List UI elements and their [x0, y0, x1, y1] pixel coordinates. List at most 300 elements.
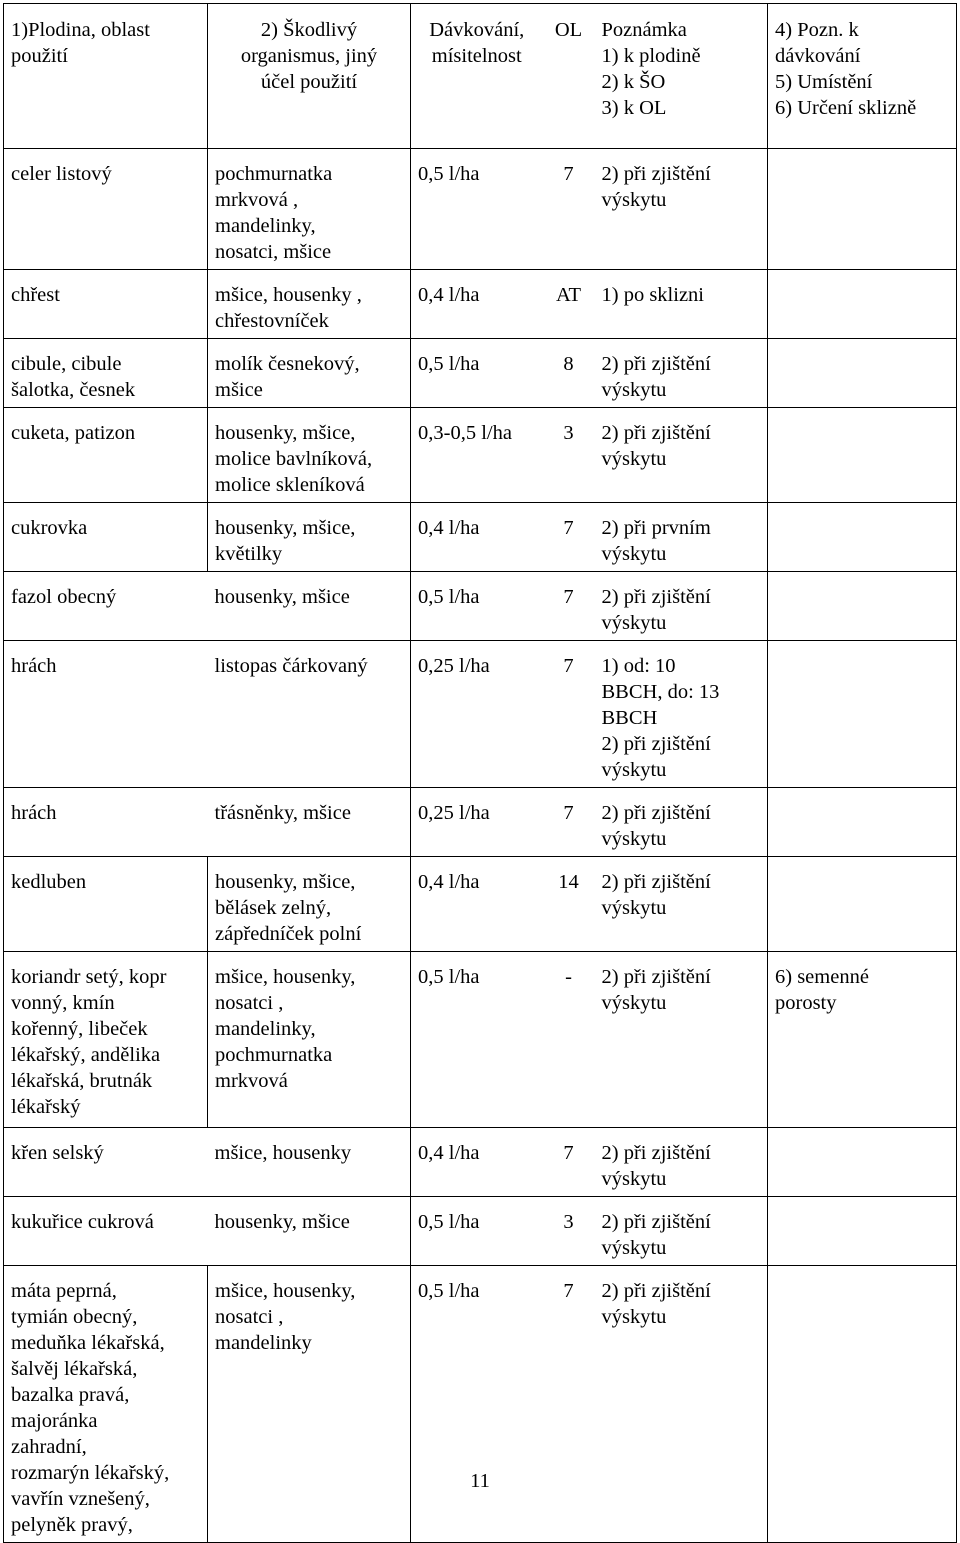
- note2-cell: [768, 149, 957, 270]
- text-line: mandelinky: [215, 1332, 312, 1354]
- text-line: rozmarýn lékařský,: [11, 1462, 170, 1484]
- header-poznamka-text: [595, 4, 768, 125]
- text-line: výskytu: [601, 1306, 667, 1328]
- text-line: nosatci ,: [215, 1306, 284, 1328]
- text-line: výskytu: [601, 543, 667, 565]
- pest-cell: [208, 408, 411, 503]
- header-row: [4, 4, 957, 149]
- pest-text: [208, 270, 410, 338]
- text-line: housenky, mšice,: [215, 871, 356, 893]
- ol-text: [543, 1266, 595, 1308]
- text-line: cuketa, patizon: [11, 422, 136, 444]
- pest-cell: [208, 1128, 411, 1197]
- ol-text: [543, 270, 595, 312]
- dose-cell: [411, 339, 543, 408]
- note2-cell: [768, 788, 957, 857]
- crop-text: [4, 788, 208, 830]
- text-line: máta peprná,: [11, 1280, 117, 1302]
- note-cell: [595, 1266, 768, 1543]
- table-row: [4, 270, 957, 339]
- text-line: 2) při zjištění: [601, 1280, 711, 1302]
- text-line: mšice, housenky: [214, 1142, 352, 1164]
- text-line: housenky, mšice,: [215, 517, 356, 539]
- text-line: zahradní,: [11, 1436, 87, 1458]
- crop-text: [4, 857, 207, 899]
- note2-text: [768, 572, 956, 588]
- text-line: pochmurnatka: [215, 1044, 333, 1066]
- dose-cell: [411, 641, 543, 788]
- text-line: 2) při zjištění: [601, 1142, 711, 1164]
- note2-text: [768, 149, 956, 165]
- text-line: porosty: [775, 992, 837, 1014]
- text-line: výskytu: [601, 828, 667, 850]
- text-line: 1) k plodině: [601, 45, 701, 67]
- dose-text: [411, 857, 543, 899]
- text-line: nosatci, mšice: [215, 241, 332, 263]
- text-line: třásněnky, mšice: [214, 802, 351, 824]
- note2-text: [768, 339, 956, 355]
- text-line: pochmurnatka: [215, 163, 333, 185]
- crop-text: [4, 149, 207, 191]
- dose-text: [411, 503, 543, 545]
- text-line: mandelinky,: [215, 1018, 316, 1040]
- table-row: [4, 788, 957, 857]
- text-line: 2) při prvním: [601, 517, 711, 539]
- text-line: 0,5 l/ha: [418, 586, 480, 608]
- text-line: mšice: [215, 379, 263, 401]
- ol-cell: [543, 1128, 595, 1197]
- note-text: [595, 270, 768, 312]
- pest-text: [208, 857, 410, 951]
- table-row: [4, 572, 957, 641]
- text-line: cukrovka: [11, 517, 88, 539]
- text-line: zápředníček polní: [215, 923, 362, 945]
- ol-cell: [543, 339, 595, 408]
- text-line: vonný, kmín: [11, 992, 115, 1014]
- text-line: tymián obecný,: [11, 1306, 138, 1328]
- pest-cell: [208, 952, 411, 1128]
- text-line: celer listový: [11, 163, 112, 185]
- crop-cell: [4, 641, 208, 788]
- dose-text: [411, 788, 543, 830]
- text-line: 3: [563, 1211, 574, 1233]
- ol-cell: [543, 149, 595, 270]
- table-row: [4, 503, 957, 572]
- note2-cell: [768, 857, 957, 952]
- header-poznamka: [595, 4, 768, 149]
- text-line: mšice, housenky ,: [215, 284, 362, 306]
- text-line: mšice, housenky,: [215, 1280, 356, 1302]
- ol-text: [543, 408, 595, 450]
- text-line: 0,5 l/ha: [418, 163, 480, 185]
- text-line: 7: [563, 517, 574, 539]
- dose-text: [411, 408, 543, 450]
- text-line: Dávkování,: [429, 19, 525, 41]
- text-line: výskytu: [601, 1168, 667, 1190]
- text-line: výskytu: [601, 1237, 667, 1259]
- note2-cell: [768, 503, 957, 572]
- pest-text: [208, 952, 410, 1098]
- crop-text: [4, 408, 207, 450]
- ol-cell: [543, 952, 595, 1128]
- text-line: vavřín vznešený,: [11, 1488, 150, 1510]
- text-line: šalotka, česnek: [11, 379, 136, 401]
- text-line: 2) při zjištění: [601, 802, 711, 824]
- note2-cell: [768, 408, 957, 503]
- pest-cell: [208, 1266, 411, 1543]
- note2-text: [768, 1128, 956, 1144]
- ol-cell: [543, 408, 595, 503]
- text-line: 3: [563, 422, 574, 444]
- text-line: housenky, mšice,: [215, 422, 356, 444]
- note-text: [595, 149, 768, 217]
- text-line: 2) k ŠO: [601, 71, 666, 93]
- header-ol: [543, 4, 595, 149]
- pest-text: [208, 503, 410, 571]
- header-plodina-text: [4, 4, 207, 73]
- crop-text: [4, 1266, 207, 1542]
- text-line: 7: [563, 1280, 574, 1302]
- dose-cell: [411, 270, 543, 339]
- header-pozn2-text: [768, 4, 956, 125]
- text-line: 0,4 l/ha: [418, 284, 480, 306]
- text-line: 2) při zjištění: [601, 966, 711, 988]
- pest-text: [208, 339, 410, 407]
- text-line: BBCH, do: 13: [601, 681, 720, 703]
- crop-cell: [4, 1197, 208, 1266]
- text-line: šalvěj lékařská,: [11, 1358, 138, 1380]
- pest-text: [208, 572, 411, 614]
- text-line: 7: [563, 655, 574, 677]
- crop-text: [4, 1197, 208, 1239]
- text-line: květilky: [215, 543, 283, 565]
- text-line: -: [565, 966, 572, 988]
- dose-cell: [411, 408, 543, 503]
- note-text: [595, 641, 768, 787]
- table-row: [4, 857, 957, 952]
- text-line: 6) semenné: [775, 966, 869, 988]
- text-line: 2) při zjištění: [601, 422, 711, 444]
- note-text: [595, 857, 768, 925]
- text-line: 0,4 l/ha: [418, 871, 480, 893]
- header-pozn2: [768, 4, 957, 149]
- ol-text: [543, 788, 595, 830]
- text-line: použití: [11, 45, 68, 67]
- text-line: mísitelnost: [431, 45, 522, 67]
- ol-text: [543, 339, 595, 381]
- crop-text: [4, 1128, 208, 1170]
- text-line: 8: [563, 353, 574, 375]
- text-line: 7: [563, 586, 574, 608]
- ol-cell: [543, 270, 595, 339]
- note2-cell: [768, 270, 957, 339]
- note2-text: [768, 408, 956, 424]
- text-line: výskytu: [601, 448, 667, 470]
- text-line: lékařský: [11, 1096, 81, 1118]
- ol-text: [543, 857, 595, 899]
- dose-cell: [411, 1128, 543, 1197]
- pest-cell: [208, 149, 411, 270]
- note-text: [595, 503, 768, 571]
- dose-text: [411, 339, 543, 381]
- text-line: nosatci ,: [215, 992, 284, 1014]
- note-cell: [595, 788, 768, 857]
- note-cell: [595, 572, 768, 641]
- text-line: organismus, jiný: [240, 45, 378, 67]
- text-line: 7: [563, 1142, 574, 1164]
- text-line: 2) při zjištění: [601, 353, 711, 375]
- dose-cell: [411, 1266, 543, 1543]
- note-text: [595, 952, 768, 1020]
- crop-cell: [4, 1128, 208, 1197]
- text-line: 3) k OL: [601, 97, 667, 119]
- text-line: 0,5 l/ha: [418, 1211, 480, 1233]
- note2-cell: [768, 1197, 957, 1266]
- text-line: majoránka: [11, 1410, 98, 1432]
- crop-text: [4, 339, 207, 407]
- note2-cell: [768, 1266, 957, 1543]
- crop-cell: [4, 408, 208, 503]
- dose-cell: [411, 572, 543, 641]
- text-line: 2) při zjištění: [601, 1211, 711, 1233]
- note-cell: [595, 641, 768, 788]
- text-line: 0,4 l/ha: [418, 517, 480, 539]
- text-line: výskytu: [601, 992, 667, 1014]
- crop-text: [4, 572, 208, 614]
- table-row: [4, 641, 957, 788]
- text-line: 0,5 l/ha: [418, 966, 480, 988]
- crop-cell: [4, 788, 208, 857]
- ol-text: [543, 1197, 595, 1239]
- ol-cell: [543, 857, 595, 952]
- dose-cell: [411, 857, 543, 952]
- ol-cell: [543, 1266, 595, 1543]
- note-text: [595, 1197, 768, 1265]
- crop-cell: [4, 1266, 208, 1543]
- note2-cell: [768, 339, 957, 408]
- note-text: [595, 572, 768, 640]
- text-line: 7: [563, 802, 574, 824]
- text-line: 4) Pozn. k: [775, 19, 859, 41]
- note-cell: [595, 857, 768, 952]
- header-ol-text: OL: [554, 19, 583, 41]
- note-text: [595, 1266, 768, 1334]
- pest-text: [208, 1128, 411, 1170]
- text-line: bazalka pravá,: [11, 1384, 130, 1406]
- text-line: meduňka lékařská,: [11, 1332, 165, 1354]
- pest-cell: [208, 1197, 411, 1266]
- text-line: 2) Škodlivý: [260, 19, 358, 41]
- note-cell: [595, 503, 768, 572]
- pest-text: [208, 788, 411, 830]
- note2-cell: [768, 641, 957, 788]
- crop-cell: [4, 339, 208, 408]
- ol-text: [543, 1128, 595, 1170]
- text-line: koriandr setý, kopr: [11, 966, 167, 988]
- text-line: BBCH: [601, 707, 658, 729]
- table-row: [4, 1266, 957, 1543]
- dose-cell: [411, 149, 543, 270]
- crop-text: [4, 952, 207, 1124]
- text-line: fazol obecný: [11, 586, 117, 608]
- text-line: výskytu: [601, 379, 667, 401]
- text-line: kukuřice cukrová: [11, 1211, 154, 1233]
- pest-cell: [208, 270, 411, 339]
- text-line: 2) při zjištění: [601, 586, 711, 608]
- text-line: housenky, mšice: [214, 586, 350, 608]
- ol-text: [543, 149, 595, 191]
- text-line: 0,5 l/ha: [418, 353, 480, 375]
- note2-cell: [768, 952, 957, 1128]
- ol-cell: [543, 788, 595, 857]
- text-line: mrkvová ,: [215, 189, 299, 211]
- text-line: 0,3-0,5 l/ha: [418, 422, 512, 444]
- note2-text: [768, 270, 956, 286]
- text-line: 14: [558, 871, 579, 893]
- note-cell: [595, 1128, 768, 1197]
- pest-cell: [208, 339, 411, 408]
- crop-cell: [4, 952, 208, 1128]
- text-line: 2) při zjištění: [601, 733, 711, 755]
- dose-cell: [411, 952, 543, 1128]
- text-line: AT: [555, 284, 582, 306]
- table-row: [4, 952, 957, 1128]
- note-text: [595, 408, 768, 476]
- ol-cell: [543, 1197, 595, 1266]
- note-cell: [595, 408, 768, 503]
- text-line: molice bavlníková,: [215, 448, 373, 470]
- note-cell: [595, 270, 768, 339]
- dose-text: [411, 149, 543, 191]
- page-number: 11: [470, 1470, 490, 1492]
- ol-text: [543, 503, 595, 545]
- header-davkovani-text: [411, 4, 543, 73]
- text-line: mrkvová: [215, 1070, 288, 1092]
- ol-cell: [543, 503, 595, 572]
- registration-table: [3, 3, 957, 1543]
- text-line: 0,4 l/ha: [418, 1142, 480, 1164]
- text-line: cibule, cibule: [11, 353, 122, 375]
- pest-text: [208, 641, 411, 683]
- text-line: 0,25 l/ha: [418, 655, 490, 677]
- ol-text: [543, 641, 595, 683]
- pest-text: [208, 408, 410, 502]
- text-line: hrách: [11, 802, 57, 824]
- ol-text: [543, 572, 595, 614]
- ol-cell: [543, 572, 595, 641]
- text-line: 1) po sklizni: [601, 284, 704, 306]
- text-line: 6) Určení sklizně: [775, 97, 917, 119]
- crop-text: [4, 503, 207, 545]
- text-line: 5) Umístění: [775, 71, 873, 93]
- text-line: mandelinky,: [215, 215, 316, 237]
- text-line: hrách: [11, 655, 57, 677]
- pest-cell: [208, 788, 411, 857]
- dose-text: [411, 1128, 543, 1170]
- table-row: [4, 1197, 957, 1266]
- text-line: 7: [563, 163, 574, 185]
- text-line: molice skleníková: [215, 474, 365, 496]
- ol-cell: [543, 641, 595, 788]
- dose-text: [411, 952, 543, 994]
- table-row: [4, 339, 957, 408]
- text-line: výskytu: [601, 897, 667, 919]
- note2-text: [768, 503, 956, 519]
- text-line: 0,5 l/ha: [418, 1280, 480, 1302]
- ol-text: [543, 952, 595, 994]
- text-line: Poznámka: [601, 19, 687, 41]
- note2-text: [768, 788, 956, 804]
- pest-text: [208, 149, 410, 269]
- note2-text: [768, 952, 956, 1020]
- crop-cell: [4, 270, 208, 339]
- pest-cell: [208, 641, 411, 788]
- text-line: 2) při zjištění: [601, 163, 711, 185]
- note-cell: [595, 149, 768, 270]
- text-line: 1)Plodina, oblast: [11, 19, 150, 41]
- dose-cell: [411, 503, 543, 572]
- pest-cell: [208, 857, 411, 952]
- note2-text: [768, 1197, 956, 1213]
- text-line: bělásek zelný,: [215, 897, 332, 919]
- pest-cell: [208, 503, 411, 572]
- pest-text: [208, 1197, 411, 1239]
- crop-cell: [4, 503, 208, 572]
- pest-text: [208, 1266, 410, 1360]
- header-skudce: [208, 4, 411, 149]
- text-line: výskytu: [601, 189, 667, 211]
- table-row: [4, 149, 957, 270]
- crop-cell: [4, 149, 208, 270]
- text-line: lékařská, brutnák: [11, 1070, 153, 1092]
- dose-text: [411, 641, 543, 683]
- text-line: chřest: [11, 284, 60, 306]
- crop-cell: [4, 857, 208, 952]
- note2-cell: [768, 1128, 957, 1197]
- note-text: [595, 788, 768, 856]
- text-line: 2) při zjištění: [601, 871, 711, 893]
- dose-cell: [411, 788, 543, 857]
- text-line: účel použití: [260, 71, 358, 93]
- text-line: pelyněk pravý,: [11, 1514, 133, 1536]
- dose-text: [411, 270, 543, 312]
- note2-cell: [768, 572, 957, 641]
- note-cell: [595, 339, 768, 408]
- dose-text: [411, 1266, 543, 1308]
- dose-text: [411, 572, 543, 614]
- text-line: kedluben: [11, 871, 87, 893]
- text-line: 0,25 l/ha: [418, 802, 490, 824]
- note-cell: [595, 952, 768, 1128]
- header-plodina: [4, 4, 208, 149]
- text-line: mšice, housenky,: [215, 966, 356, 988]
- text-line: výskytu: [601, 759, 667, 781]
- header-davkovani: [411, 4, 543, 149]
- text-line: chřestovníček: [215, 310, 329, 332]
- text-line: molík česnekový,: [215, 353, 360, 375]
- header-skudce-text: [208, 4, 410, 99]
- note2-text: [768, 641, 956, 657]
- dose-text: [411, 1197, 543, 1239]
- crop-cell: [4, 572, 208, 641]
- note2-text: [768, 857, 956, 873]
- crop-text: [4, 641, 208, 683]
- text-line: dávkování: [775, 45, 861, 67]
- text-line: kořenný, libeček: [11, 1018, 148, 1040]
- text-line: výskytu: [601, 612, 667, 634]
- note-text: [595, 339, 768, 407]
- text-line: 1) od: 10: [601, 655, 676, 677]
